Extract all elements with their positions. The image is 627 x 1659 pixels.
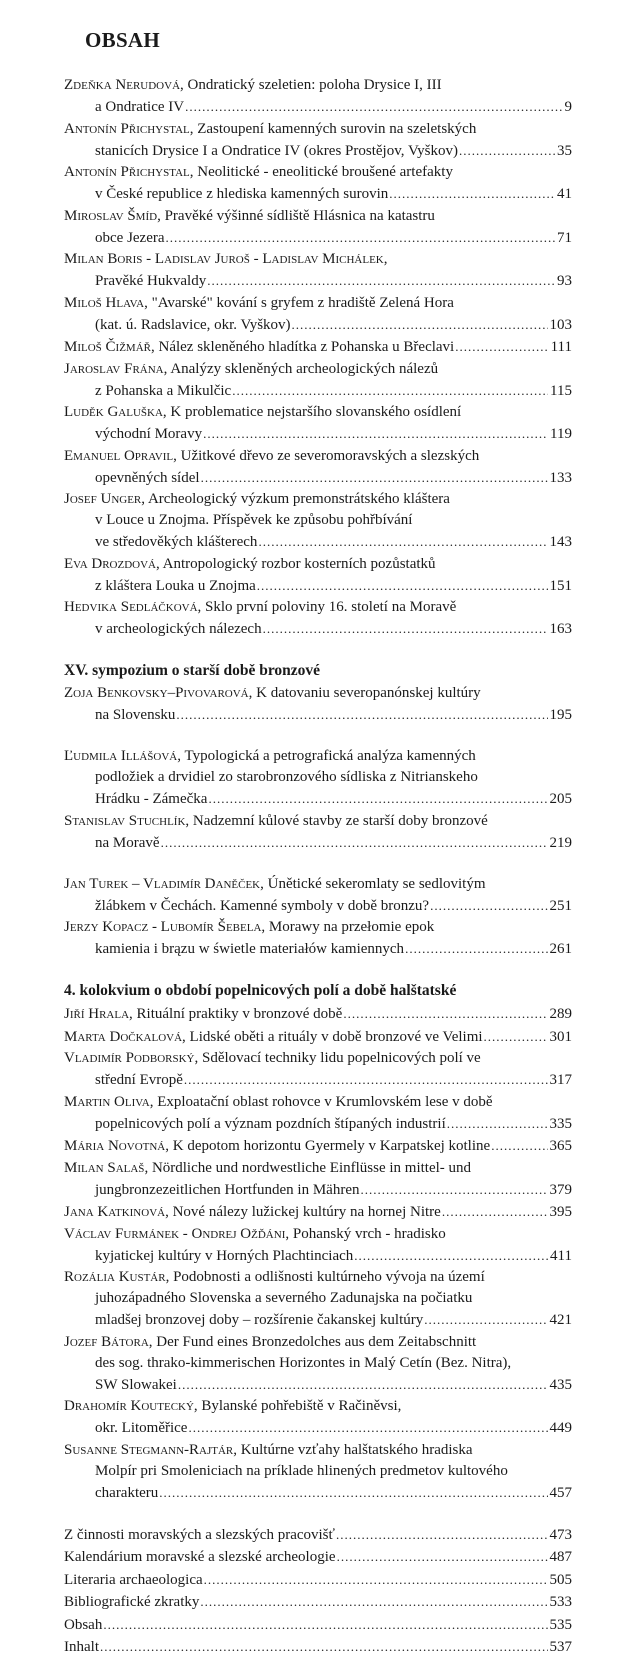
dot-leader <box>354 1245 548 1266</box>
toc-entry-last-line <box>64 1482 572 1504</box>
toc-entry-last-line <box>64 1614 572 1636</box>
toc-entry[interactable] <box>64 874 572 917</box>
toc-entry-line <box>64 1267 572 1288</box>
entry-page-number: 115 <box>550 382 572 399</box>
entry-author: Ľudmila Illášová <box>64 748 178 764</box>
toc-entry-line <box>64 597 572 618</box>
entry-author: Jana Katkinová <box>64 1204 166 1220</box>
toc-entry-last-line <box>64 788 572 810</box>
entry-author: Mária Novotná <box>64 1138 166 1154</box>
entry-page-number: 395 <box>549 1204 572 1220</box>
entry-title-text: Literaria archaeologica <box>64 1571 203 1588</box>
toc-entry-last-line <box>64 1309 572 1331</box>
section-heading: XV. sympozium o starší době bronzové <box>64 662 321 679</box>
entry-title-text: Bibliografické zkratky <box>64 1594 200 1610</box>
entry-author: Milan Salaš <box>64 1159 145 1176</box>
toc-entry[interactable] <box>64 162 572 205</box>
entry-title-text: Drahomír Koutecký, Bylanské pohřebiště v Račiněvsi, <box>64 1398 402 1414</box>
entry-title-text: Marta Dočkalová, Lidské oběti a rituály v době bronzové ve Velimi <box>64 1028 483 1045</box>
entry-title-text: Luděk Galuška, K problematice nejstaršího slovanského osídlení <box>64 404 462 420</box>
toc-entry-line <box>64 767 572 788</box>
toc-entry[interactable] <box>64 1569 572 1591</box>
dot-leader <box>159 1482 547 1503</box>
entry-title-text: Zoja Benkovsky–Pivovarová, K datovaniu severopanónskej kultúry <box>64 685 481 701</box>
toc-entry-line <box>64 683 572 704</box>
dot-leader <box>257 575 548 596</box>
entry-page-number: 473 <box>549 1526 572 1543</box>
dot-leader <box>103 1614 547 1635</box>
dot-leader <box>459 140 555 161</box>
toc-entry[interactable] <box>64 249 572 292</box>
entry-page-number: 219 <box>549 834 572 851</box>
entry-author: Emanuel Opravil <box>64 447 174 464</box>
toc-entry-last-line <box>64 467 572 489</box>
entry-title-text: Pravěké Hukvaldy <box>95 273 207 289</box>
toc-entry[interactable] <box>64 683 572 726</box>
entry-page-number: 335 <box>549 1115 572 1132</box>
entry-page-number: 195 <box>549 707 572 723</box>
toc-entry-line <box>64 874 572 895</box>
dot-leader <box>258 531 547 552</box>
toc-entry-last-line <box>64 832 572 854</box>
toc-entry-line <box>64 1092 572 1113</box>
toc-entry-last-line <box>64 1374 572 1396</box>
dot-leader <box>405 938 547 959</box>
entry-author: Stanislav Stuchlík <box>64 812 186 829</box>
entry-page-number: 103 <box>549 316 572 333</box>
toc-entry-line <box>64 293 572 314</box>
entry-title-text: na Slovensku <box>95 707 176 723</box>
toc-entry[interactable] <box>64 917 572 960</box>
entry-author: Susanne Stegmann-Rajtár <box>64 1441 234 1458</box>
entry-title-text: Jaroslav Frána, Analýzy skleněných archeologických nálezů <box>64 360 439 377</box>
entry-title-text: Miloš Čižmář, Nález skleněného hladítka z Pohanska u Břeclavi <box>64 339 455 355</box>
toc-entry[interactable] <box>64 489 572 553</box>
entry-page-number: 9 <box>564 99 572 115</box>
entry-author: Antonín Přichystal <box>64 120 190 137</box>
toc-entry[interactable] <box>64 1591 572 1613</box>
section-heading: 4. kolokvium o období popelnicových polí a době halštatské <box>64 982 457 999</box>
entry-title-text: des sog. thrako-kimmerischen Horizontes in Malý Cetín (Bez. Nitra), <box>95 1354 512 1371</box>
entry-page-number: 35 <box>557 142 572 159</box>
toc-entry[interactable] <box>64 206 572 249</box>
entry-title-text: podložiek a drvidiel zo starobronzového sídliska z Nitrianskeho <box>95 769 478 785</box>
entry-author: Miloš Čižmář <box>64 339 151 355</box>
entry-title-text: Jiří Hrala, Rituální praktiky v bronzové době <box>64 1006 343 1022</box>
entry-title-text: Vladimír Podborský, Sdělovací techniky lidu popelnicových polí ve <box>64 1050 481 1066</box>
entry-page-number: 537 <box>549 1639 572 1655</box>
entry-author: Marta Dočkalová <box>64 1028 183 1045</box>
toc-entry-last-line <box>64 1591 572 1613</box>
toc-entry-last-line <box>64 704 572 726</box>
entry-author: Milan Boris - Ladislav Juroš - Ladislav Michálek <box>64 251 384 267</box>
toc-entry[interactable] <box>64 1524 572 1546</box>
toc-entry-line <box>64 1332 572 1353</box>
entry-title-text: Kalendárium moravské a slezské archeologie <box>64 1549 336 1565</box>
toc-entry-last-line <box>64 618 572 640</box>
entry-page-number: 533 <box>549 1594 572 1610</box>
toc-entry-line <box>64 1224 572 1245</box>
dot-leader <box>292 314 548 335</box>
toc-entry-line <box>64 811 572 832</box>
toc-entry[interactable] <box>64 1158 572 1201</box>
entry-page-number: 535 <box>549 1616 572 1633</box>
dot-leader <box>203 423 548 444</box>
dot-leader <box>185 96 562 117</box>
toc-entry-line <box>64 249 572 270</box>
entry-title-text: střední Evropě <box>95 1072 183 1088</box>
dot-leader <box>161 832 548 853</box>
entry-page-number: 71 <box>557 229 572 246</box>
entry-page-number: 151 <box>549 577 572 594</box>
entry-author: Jiří Hrala <box>64 1006 130 1022</box>
entry-title-text: popelnicových polí a význam pozdních štípaných industrií <box>95 1115 446 1132</box>
entry-title-text: Molpír pri Smoleniciach na príklade hlinených predmetov kultového <box>95 1462 508 1479</box>
entry-page-number: 449 <box>549 1420 572 1436</box>
entry-title-text: Milan Boris - Ladislav Juroš - Ladislav Michálek, <box>64 251 388 267</box>
dot-leader <box>184 1069 548 1090</box>
toc-entry-last-line <box>64 895 572 917</box>
entry-title-text: Hedvika Sedláčková, Sklo první poloviny 16. století na Moravě <box>64 599 457 615</box>
entry-page-number: 411 <box>550 1247 572 1264</box>
entry-title-text: juhozápadného Slovenska a severného Zadunajska na počiatku <box>95 1290 473 1306</box>
toc-entry-last-line <box>64 1069 572 1091</box>
entry-author: Rozália Kustár <box>64 1269 166 1285</box>
entry-author: Jozef Bátora <box>64 1333 149 1350</box>
toc-entry-line <box>64 746 572 767</box>
toc-entry-line <box>64 1353 572 1374</box>
entry-page-number: 163 <box>549 621 572 637</box>
entry-page-number: 119 <box>550 426 572 442</box>
entry-author: Antonín Přichystal <box>64 164 190 180</box>
dot-leader <box>491 1135 547 1156</box>
entry-title-text: Jerzy Kopacz - Lubomír Šebela, Morawy na przełomie epok <box>64 919 435 935</box>
entry-title-text: Stanislav Stuchlík, Nadzemní kůlové stavby ze starší doby bronzové <box>64 812 488 829</box>
entry-title-text: ve středověkých klášterech <box>95 534 258 550</box>
toc-entry[interactable] <box>64 1267 572 1331</box>
entry-title-text: Inhalt <box>64 1639 99 1655</box>
entry-title-text: Ľudmila Illášová, Typologická a petrografická analýza kamenných <box>64 748 476 764</box>
entry-title-text: Miloš Hlava, "Avarské" kování s gryfem z hradiště Zelená Hora <box>64 294 454 311</box>
dot-leader <box>337 1546 548 1567</box>
toc-entry-line <box>64 206 572 227</box>
toc-entry[interactable] <box>64 1048 572 1091</box>
toc-entry-last-line <box>64 1113 572 1135</box>
dot-leader <box>343 1003 547 1024</box>
dot-leader <box>389 183 555 204</box>
toc-entry-line <box>64 1158 572 1179</box>
toc-entry-last-line <box>64 1569 572 1591</box>
entry-author: Zdeňka Nerudová <box>64 77 181 93</box>
entry-title-text: a Ondratice IV <box>95 99 185 115</box>
entry-title-text: z kláštera Louka u Znojma <box>95 577 256 594</box>
toc-entry[interactable] <box>64 1003 572 1025</box>
toc-entry-last-line <box>64 183 572 205</box>
dot-leader <box>263 618 548 639</box>
toc-entry-line <box>64 402 572 423</box>
dot-leader <box>336 1524 548 1545</box>
toc-entry-last-line <box>64 227 572 249</box>
entry-author: Zoja Benkovsky–Pivovarová <box>64 685 249 701</box>
entry-title-text: Susanne Stegmann-Rajtár, Kultúrne vzťahy halštatského hradiska <box>64 1441 473 1458</box>
dot-leader <box>100 1636 548 1657</box>
toc-entry[interactable] <box>64 746 572 810</box>
toc-entry-line <box>64 359 572 380</box>
entry-title-text: Jozef Bátora, Der Fund eines Bronzedolches aus dem Zeitabschnitt <box>64 1333 477 1350</box>
toc-entry[interactable] <box>64 293 572 336</box>
dot-leader <box>430 895 547 916</box>
toc-entry[interactable] <box>64 359 572 402</box>
entry-title-text: kyjatickej kultúry v Horných Plachtinciach <box>95 1247 354 1264</box>
entry-title-text: na Moravě <box>95 834 160 851</box>
entry-page-number: 93 <box>557 273 572 289</box>
entry-title-text: žlábkem v Čechách. Kamenné symboly v době bronzu? <box>95 897 430 914</box>
toc-entry-last-line <box>64 1201 572 1223</box>
toc-entry-last-line <box>64 1179 572 1201</box>
dot-leader <box>178 1374 548 1395</box>
entry-title-text: Emanuel Opravil, Užitkové dřevo ze severomoravských a slezských <box>64 447 480 464</box>
entry-page-number: 317 <box>549 1072 572 1088</box>
toc-entry[interactable] <box>64 75 572 118</box>
toc-entry[interactable] <box>64 554 572 597</box>
toc-entry-line <box>64 917 572 938</box>
entry-author: Jerzy Kopacz - Lubomír Šebela <box>64 919 262 935</box>
entry-title-text: Mária Novotná, K depotom horizontu Gyermely v Karpatskej kotline <box>64 1138 491 1154</box>
entry-page-number: 505 <box>549 1571 572 1588</box>
table-of-contents <box>64 75 572 1659</box>
entry-page-number: 301 <box>549 1028 572 1045</box>
entry-author: Josef Unger <box>64 491 142 507</box>
entry-page-number: 205 <box>549 791 572 807</box>
entry-title-text: mladšej bronzovej doby – rozšírenie čakanskej kultúry <box>95 1312 424 1328</box>
entry-title-text: Rozália Kustár, Podobnosti a odlišnosti kultúrneho vývoja na území <box>64 1269 485 1285</box>
entry-title-text: SW Slowakei <box>95 1376 177 1393</box>
entry-title-text: Z činnosti moravských a slezských pracovišť <box>64 1526 335 1543</box>
entry-author: Václav Furmánek - Ondrej Ožďáni <box>64 1225 286 1242</box>
toc-entry-line <box>64 446 572 467</box>
toc-entry-line <box>64 1396 572 1417</box>
entry-title-text: Antonín Přichystal, Neolitické - eneolitické broušené artefakty <box>64 164 453 180</box>
toc-entry-last-line <box>64 270 572 292</box>
toc-entry-last-line <box>64 423 572 445</box>
entry-author: Vladimír Podborský <box>64 1050 195 1066</box>
entry-title-text: Václav Furmánek - Ondrej Ožďáni, Pohanský vrch - hradisko <box>64 1225 446 1242</box>
toc-entry[interactable] <box>64 1135 572 1157</box>
entry-page-number: 379 <box>549 1181 572 1198</box>
toc-entry-last-line <box>64 1003 572 1025</box>
toc-entry-line <box>64 1048 572 1069</box>
entry-title-text: z Pohanska a Mikulčic <box>95 382 232 399</box>
toc-entry-last-line <box>64 96 572 118</box>
entry-author: Eva Drozdová <box>64 555 156 572</box>
entry-author: Miroslav Šmíd <box>64 207 158 224</box>
toc-entry-last-line <box>64 1524 572 1546</box>
entry-page-number: 365 <box>549 1138 572 1154</box>
entry-title-text: (kat. ú. Radslavice, okr. Vyškov) <box>95 316 291 333</box>
toc-entry-line <box>64 75 572 96</box>
toc-entry[interactable] <box>64 1332 572 1396</box>
toc-entry[interactable] <box>64 446 572 489</box>
entry-title-text: obce Jezera <box>95 229 165 246</box>
entry-title-text: v archeologických nálezech <box>95 621 262 637</box>
entry-title-text: Jana Katkinová, Nové nálezy lužickej kultúry na hornej Nitre <box>64 1204 441 1220</box>
entry-title-text: Milan Salaš, Nördliche und nordwestliche Einflüsse in mittel- und <box>64 1159 472 1176</box>
entry-page-number: 289 <box>549 1006 572 1022</box>
dot-leader <box>166 227 555 248</box>
toc-entry-last-line <box>64 1417 572 1439</box>
toc-entry-last-line <box>64 1636 572 1658</box>
entry-title-text: opevněných sídel <box>95 469 200 486</box>
toc-entry-last-line <box>64 380 572 402</box>
entry-title-text: Obsah <box>64 1616 103 1633</box>
dot-leader <box>455 336 548 357</box>
entry-page-number: 261 <box>549 941 572 957</box>
toc-entry[interactable] <box>64 1440 572 1504</box>
entry-author: Hedvika Sedláčková <box>64 599 198 615</box>
page-title: OBSAH <box>85 28 161 52</box>
toc-entry-line <box>64 1288 572 1309</box>
toc-entry-last-line <box>64 1135 572 1157</box>
toc-entry[interactable] <box>64 1092 572 1135</box>
toc-entry[interactable] <box>64 597 572 640</box>
dot-leader <box>200 1591 547 1612</box>
dot-leader <box>442 1201 548 1222</box>
dot-leader <box>424 1309 547 1330</box>
dot-leader <box>484 1026 548 1047</box>
toc-entry-last-line <box>64 140 572 162</box>
toc-entry[interactable] <box>64 1546 572 1568</box>
toc-entry[interactable] <box>64 1026 572 1048</box>
entry-page-number: 421 <box>549 1312 572 1328</box>
dot-leader <box>188 1417 547 1438</box>
toc-entry-last-line <box>64 1245 572 1267</box>
toc-entry-line <box>64 554 572 575</box>
toc-entry-line <box>64 162 572 183</box>
toc-entry-line <box>64 119 572 140</box>
toc-entry[interactable] <box>64 1396 572 1439</box>
toc-entry-line <box>64 1461 572 1482</box>
toc-entry-last-line <box>64 1026 572 1048</box>
toc-entry[interactable] <box>64 1224 572 1267</box>
entry-title-text: jungbronzezeitlichen Hortfunden in Mähren <box>95 1181 360 1198</box>
dot-leader <box>232 380 548 401</box>
dot-leader <box>447 1113 548 1134</box>
toc-entry[interactable] <box>64 119 572 162</box>
entry-title-text: charakteru <box>95 1484 159 1501</box>
entry-title-text: Jan Turek – Vladimír Daněček, Únětické sekeromlaty se sedlovitým <box>64 875 486 892</box>
entry-page-number: 143 <box>549 534 572 550</box>
entry-author: Jan Turek – Vladimír Daněček <box>64 875 261 892</box>
entry-title-text: okr. Litoměřice <box>95 1420 188 1436</box>
toc-entry-last-line <box>64 1546 572 1568</box>
toc-entry[interactable] <box>64 811 572 854</box>
entry-page-number: 251 <box>549 897 572 914</box>
toc-entry[interactable] <box>64 336 572 358</box>
toc-entry-last-line <box>64 531 572 553</box>
toc-entry[interactable] <box>64 1636 572 1658</box>
entry-title-text: Zdeňka Nerudová, Ondratický szeletien: poloha Drysice I, III <box>64 77 442 93</box>
dot-leader <box>361 1179 548 1200</box>
dot-leader <box>201 467 548 488</box>
toc-entry-last-line <box>64 314 572 336</box>
entry-author: Drahomír Koutecký <box>64 1398 194 1414</box>
entry-page-number: 111 <box>550 339 572 355</box>
entry-title-text: Eva Drozdová, Antropologický rozbor kosterních pozůstatků <box>64 555 436 572</box>
entry-author: Martin Oliva <box>64 1093 150 1110</box>
entry-title-text: východní Moravy <box>95 426 203 442</box>
entry-title-text: stanicích Drysice I a Ondratice IV (okres Prostějov, Vyškov) <box>95 142 458 159</box>
toc-entry[interactable] <box>64 402 572 445</box>
entry-title-text: Antonín Přichystal, Zastoupení kamenných surovin na szeletských <box>64 120 477 137</box>
toc-entry-line <box>64 1440 572 1461</box>
entry-title-text: Miroslav Šmíd, Pravěké výšinné sídliště Hlásnica na katastru <box>64 207 435 224</box>
entry-author: Luděk Galuška <box>64 404 163 420</box>
entry-title-text: Martin Oliva, Exploatační oblast rohovce v Krumlovském lese v době <box>64 1093 493 1110</box>
entry-author: Miloš Hlava <box>64 294 145 311</box>
entry-title-text: v České republice z hlediska kamenných surovin <box>95 186 389 202</box>
entry-title-text: Josef Unger, Archeologický výzkum premonstrátského kláštera <box>64 491 450 507</box>
dot-leader <box>176 704 547 725</box>
entry-title-text: Hrádku - Zámečka <box>95 791 208 807</box>
dot-leader <box>208 788 547 809</box>
toc-entry[interactable] <box>64 1614 572 1636</box>
entry-author: Jaroslav Frána <box>64 360 164 377</box>
entry-title-text: v Louce u Znojma. Příspěvek ke způsobu pohřbívání <box>95 512 413 528</box>
entry-page-number: 41 <box>557 186 572 202</box>
entry-page-number: 457 <box>549 1484 572 1501</box>
toc-entry-last-line <box>64 575 572 597</box>
entry-page-number: 133 <box>549 469 572 486</box>
toc-entry[interactable] <box>64 1201 572 1223</box>
toc-entry-line <box>64 489 572 510</box>
toc-entry-last-line <box>64 336 572 358</box>
entry-title-text: kamienia i brązu w świetle materiałów kamiennych <box>95 941 405 957</box>
dot-leader <box>207 270 555 291</box>
toc-entry-last-line <box>64 938 572 960</box>
dot-leader <box>204 1569 548 1590</box>
toc-entry-line <box>64 510 572 531</box>
entry-page-number: 487 <box>549 1549 572 1565</box>
entry-page-number: 435 <box>549 1376 572 1393</box>
